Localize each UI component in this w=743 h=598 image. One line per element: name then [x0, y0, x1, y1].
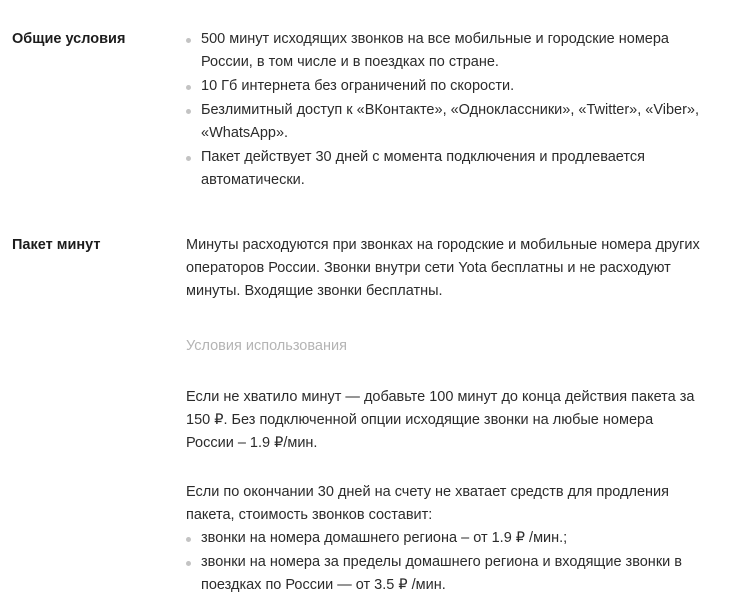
list-item: Пакет действует 30 дней с момента подключения и продлевается автоматически.: [186, 146, 703, 192]
after-30-days-paragraph: Если по окончании 30 дней на счету не хватает средств для продления пакета, стоимость звонков составит:: [186, 484, 669, 523]
section-title-minutes-package: Пакет минут: [12, 237, 101, 253]
list-item: Безлимитный доступ к «ВКонтакте», «Одноклассники», «Twitter», «Viber», «WhatsApp».: [186, 99, 703, 145]
list-item: 10 Гб интернета без ограничений по скорости.: [186, 75, 703, 98]
general-terms-list: [186, 28, 703, 192]
spacer: [186, 358, 703, 386]
usage-conditions-subheading: Условия использования: [186, 338, 347, 354]
section-general-terms: [0, 28, 743, 193]
list-item: звонки на номера домашнего региона – от 1.9 ₽ /мин.;: [186, 527, 703, 550]
section-body-general-terms: [186, 28, 743, 193]
spacer: [186, 455, 703, 481]
list-item: звонки на номера за пределы домашнего региона и входящие звонки в поездках по России — от 3.5 ₽ /мин.: [186, 551, 703, 597]
section-body-minutes-package: [186, 234, 743, 598]
list-item: 500 минут исходящих звонков на все мобильные и городские номера России, в том числе и в поездках по стране.: [186, 28, 703, 74]
minutes-intro-paragraph: Минуты расходуются при звонках на городские и мобильные номера других операторов России. Звонки внутри сети Yota бесплатны и не расходуют минуты. Входящие звонки бесплатны.: [186, 237, 700, 299]
extra-minutes-paragraph: Если не хватило минут — добавьте 100 минут до конца действия пакета за 150 ₽. Без подключенной опции исходящие звонки на любые номера России – 1.9 ₽/мин.: [186, 389, 695, 451]
section-title-general-terms: Общие условия: [12, 31, 126, 47]
call-rates-list: [186, 527, 703, 597]
section-minutes-package: [0, 234, 743, 598]
